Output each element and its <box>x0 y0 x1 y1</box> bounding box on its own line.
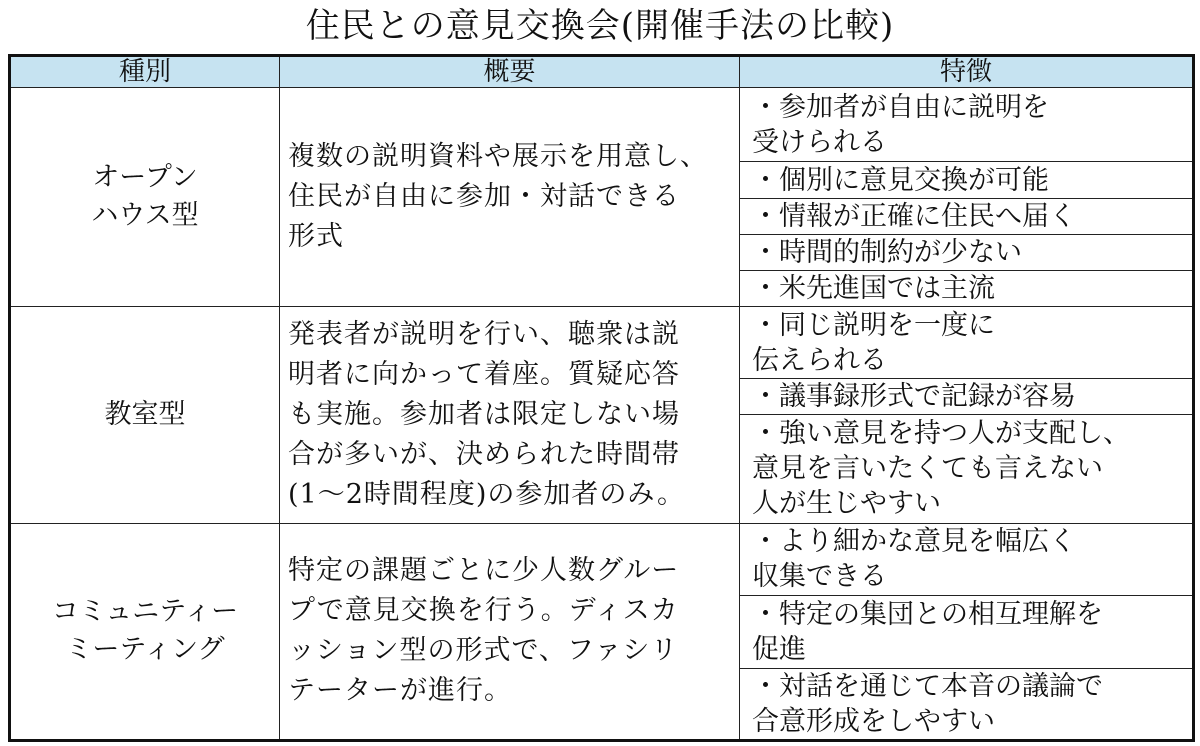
header-type: 種別 <box>10 56 280 88</box>
feature-cell: ・同じ説明を一度に 伝えられる <box>740 307 1194 378</box>
feature-cell: ・情報が正確に住民へ届く <box>740 198 1194 234</box>
feature-cell: ・時間的制約が少ない <box>740 234 1194 270</box>
header-summary: 概要 <box>280 56 740 88</box>
type-cell: 教室型 <box>10 307 280 523</box>
table-row <box>10 523 1194 595</box>
header-row <box>10 56 1194 88</box>
summary-cell: 複数の説明資料や展示を用意し、 住民が自由に参加・対話できる 形式 <box>280 88 740 307</box>
feature-cell: ・個別に意見交換が可能 <box>740 162 1194 198</box>
header-features: 特徴 <box>740 56 1194 88</box>
feature-cell: ・議事録形式で記録が容易 <box>740 378 1194 414</box>
summary-cell: 発表者が説明を行い、聴衆は説 明者に向かって着座。質疑応答 も実施。参加者は限定しない場 合が多いが、決められた時間帯 (1〜2時間程度)の参加者のみ。 <box>280 307 740 523</box>
table-row <box>10 307 1194 378</box>
summary-cell: 特定の課題ごとに少人数グルー プで意見交換を行う。ディスカ ッション型の形式で、ファシリ テーターが進行。 <box>280 523 740 740</box>
feature-cell: ・参加者が自由に説明を 受けられる <box>740 88 1194 162</box>
feature-cell: ・対話を通じて本音の議論で 合意形成をしやすい <box>740 668 1194 740</box>
table-title: 住民との意見交換会(開催手法の比較) <box>305 6 895 46</box>
comparison-table <box>8 54 1195 742</box>
feature-cell: ・米先進国では主流 <box>740 271 1194 307</box>
feature-cell: ・より細かな意見を幅広く 収集できる <box>740 523 1194 595</box>
type-cell: コミュニティー ミーティング <box>10 523 280 740</box>
type-cell: オープン ハウス型 <box>10 88 280 307</box>
feature-cell: ・強い意見を持つ人が支配し、 意見を言いたくても言えない 人が生じやすい <box>740 414 1194 523</box>
feature-cell: ・特定の集団との相互理解を 促進 <box>740 596 1194 668</box>
table-row <box>10 88 1194 162</box>
